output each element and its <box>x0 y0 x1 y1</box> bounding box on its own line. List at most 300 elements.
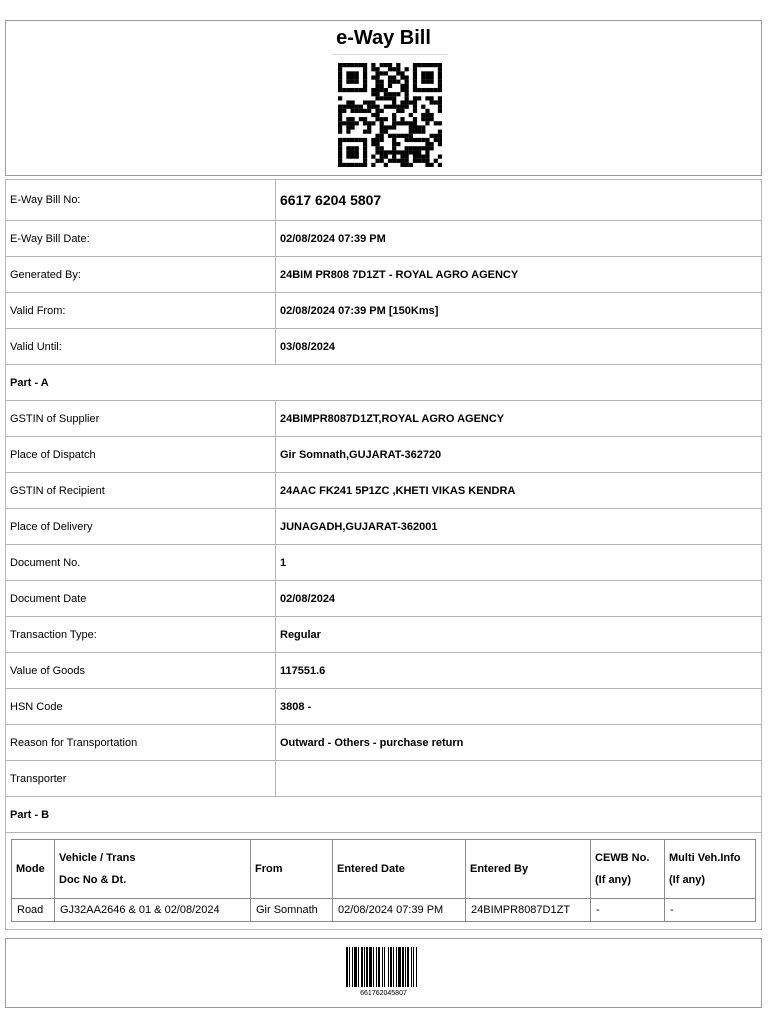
table-row <box>6 725 762 761</box>
qr-module <box>363 88 367 92</box>
qr-module <box>400 121 404 125</box>
footer-section <box>5 938 762 1008</box>
qr-module <box>363 138 367 142</box>
row-label: Document Date <box>6 581 276 617</box>
vehicle-cell-vehicle: GJ32AA2646 & 01 & 02/08/2024 <box>55 899 251 922</box>
column-header-line: Doc No & Dt. <box>59 874 127 886</box>
qr-module <box>421 71 425 75</box>
qr-module <box>421 113 425 117</box>
qr-module <box>392 96 396 100</box>
qr-module <box>350 146 354 150</box>
qr-module <box>338 146 342 150</box>
qr-module <box>438 100 442 104</box>
qr-module <box>434 134 438 138</box>
qr-module <box>375 113 379 117</box>
row-value: 1 <box>276 545 762 581</box>
qr-module <box>438 75 442 79</box>
qr-module <box>405 80 409 84</box>
qr-module <box>380 109 384 113</box>
qr-module <box>425 88 429 92</box>
qr-module <box>359 88 363 92</box>
qr-module <box>363 67 367 71</box>
qr-module <box>346 88 350 92</box>
qr-module <box>388 75 392 79</box>
qr-module <box>438 105 442 109</box>
qr-module <box>413 75 417 79</box>
qr-module <box>350 75 354 79</box>
qr-module <box>413 105 417 109</box>
qr-module <box>421 125 425 129</box>
qr-module <box>434 63 438 67</box>
qr-module <box>375 138 379 142</box>
qr-code-icon <box>338 63 442 167</box>
qr-module <box>438 134 442 138</box>
qr-module <box>388 105 392 109</box>
qr-module <box>405 67 409 71</box>
qr-module <box>355 109 359 113</box>
qr-module <box>400 163 404 167</box>
qr-module <box>396 67 400 71</box>
row-label: Document No. <box>6 545 276 581</box>
qr-module <box>346 125 350 129</box>
qr-module <box>342 163 346 167</box>
qr-module <box>409 130 413 134</box>
qr-module <box>359 109 363 113</box>
qr-module <box>430 134 434 138</box>
qr-module <box>346 121 350 125</box>
qr-module <box>384 125 388 129</box>
qr-module <box>425 80 429 84</box>
qr-module <box>421 155 425 159</box>
barcode-bar <box>349 947 350 987</box>
qr-module <box>400 150 404 154</box>
row-value <box>276 761 762 797</box>
row-label: Generated By: <box>6 257 276 293</box>
qr-module <box>380 134 384 138</box>
qr-module <box>413 67 417 71</box>
qr-module <box>392 146 396 150</box>
qr-module <box>421 75 425 79</box>
qr-module <box>430 88 434 92</box>
qr-module <box>380 84 384 88</box>
qr-module <box>392 67 396 71</box>
qr-module <box>405 155 409 159</box>
vehicle-cell-mode: Road <box>12 899 55 922</box>
qr-module <box>396 142 400 146</box>
row-value: Gir Somnath,GUJARAT-362720 <box>276 437 762 473</box>
qr-module <box>405 146 409 150</box>
qr-module <box>346 146 350 150</box>
qr-module <box>355 155 359 159</box>
qr-module <box>400 88 404 92</box>
barcode-bar <box>364 947 365 987</box>
qr-module <box>413 88 417 92</box>
barcode-bar <box>396 947 397 987</box>
row-value: 3808 - <box>276 689 762 725</box>
row-label: Valid From: <box>6 293 276 329</box>
qr-module <box>375 117 379 121</box>
table-row <box>6 581 762 617</box>
qr-module <box>363 100 367 104</box>
qr-module <box>409 146 413 150</box>
header-section <box>5 20 762 176</box>
qr-module <box>375 67 379 71</box>
qr-module <box>380 88 384 92</box>
qr-module <box>363 80 367 84</box>
qr-module <box>405 84 409 88</box>
qr-module <box>430 113 434 117</box>
column-header-entered-date <box>333 840 466 899</box>
qr-module <box>375 80 379 84</box>
qr-module <box>363 142 367 146</box>
qr-module <box>384 117 388 121</box>
qr-module <box>346 150 350 154</box>
qr-module <box>438 80 442 84</box>
qr-module <box>375 75 379 79</box>
qr-module <box>380 159 384 163</box>
qr-module <box>355 138 359 142</box>
qr-module <box>375 134 379 138</box>
column-header-line: Vehicle / Trans <box>59 852 136 864</box>
qr-module <box>438 63 442 67</box>
qr-module <box>409 125 413 129</box>
qr-module <box>425 96 429 100</box>
table-row <box>6 545 762 581</box>
qr-module <box>338 63 342 67</box>
qr-module <box>396 150 400 154</box>
qr-module <box>380 96 384 100</box>
qr-module <box>417 150 421 154</box>
qr-module <box>346 130 350 134</box>
qr-module <box>338 71 342 75</box>
qr-module <box>425 113 429 117</box>
qr-module <box>425 150 429 154</box>
barcode-bar <box>416 947 417 987</box>
vehicle-cell-multi-veh: - <box>665 899 756 922</box>
barcode-bar <box>388 947 389 987</box>
vehicle-row <box>12 899 756 922</box>
qr-module <box>380 125 384 129</box>
qr-module <box>417 88 421 92</box>
vehicle-cell-entered-date: 02/08/2024 07:39 PM <box>333 899 466 922</box>
qr-module <box>338 113 342 117</box>
table-row <box>6 293 762 329</box>
qr-module <box>388 80 392 84</box>
barcode-bar <box>369 947 372 987</box>
qr-module <box>371 88 375 92</box>
table-row <box>6 473 762 509</box>
title-divider <box>331 54 448 55</box>
column-header-vehicle <box>55 840 251 899</box>
barcode-bar <box>376 947 377 987</box>
part-b-heading: Part - B <box>6 797 762 833</box>
qr-module <box>434 159 438 163</box>
table-row <box>6 689 762 725</box>
qr-module <box>371 155 375 159</box>
qr-module <box>413 117 417 121</box>
qr-module <box>425 117 429 121</box>
qr-module <box>392 75 396 79</box>
qr-module <box>392 134 396 138</box>
qr-module <box>396 159 400 163</box>
qr-module <box>384 96 388 100</box>
qr-module <box>388 96 392 100</box>
qr-module <box>430 117 434 121</box>
column-header-entered-by <box>466 840 591 899</box>
row-label: Transaction Type: <box>6 617 276 653</box>
qr-module <box>367 130 371 134</box>
qr-module <box>342 109 346 113</box>
qr-module <box>400 71 404 75</box>
qr-module <box>413 100 417 104</box>
qr-module <box>400 105 404 109</box>
qr-module <box>409 113 413 117</box>
row-value: 02/08/2024 07:39 PM [150Kms] <box>276 293 762 329</box>
qr-module <box>438 138 442 142</box>
qr-module <box>388 67 392 71</box>
qr-module <box>388 159 392 163</box>
qr-module <box>392 159 396 163</box>
qr-module <box>425 163 429 167</box>
qr-module <box>430 75 434 79</box>
qr-module <box>392 105 396 109</box>
qr-module <box>363 75 367 79</box>
qr-module <box>425 63 429 67</box>
qr-module <box>421 63 425 67</box>
qr-module <box>363 146 367 150</box>
qr-module <box>425 121 429 125</box>
qr-module <box>346 80 350 84</box>
qr-module <box>346 138 350 142</box>
barcode-bar <box>407 947 409 987</box>
qr-module <box>350 80 354 84</box>
qr-module <box>355 88 359 92</box>
qr-module <box>425 75 429 79</box>
part-a-heading-row <box>6 365 762 401</box>
column-header-multi-veh <box>665 840 756 899</box>
column-header-line: Multi Veh.Info <box>669 852 741 864</box>
qr-module <box>384 155 388 159</box>
row-value: Outward - Others - purchase return <box>276 725 762 761</box>
qr-module <box>359 63 363 67</box>
qr-module <box>421 138 425 142</box>
row-label: GSTIN of Recipient <box>6 473 276 509</box>
qr-module <box>384 105 388 109</box>
barcode-bar <box>384 947 385 987</box>
qr-module <box>359 105 363 109</box>
qr-module <box>350 109 354 113</box>
qr-module <box>350 125 354 129</box>
table-row <box>6 617 762 653</box>
qr-module <box>392 125 396 129</box>
qr-module <box>417 159 421 163</box>
qr-module <box>338 80 342 84</box>
qr-module <box>400 84 404 88</box>
qr-module <box>430 63 434 67</box>
qr-module <box>413 71 417 75</box>
qr-module <box>338 155 342 159</box>
qr-module <box>396 109 400 113</box>
row-value: Regular <box>276 617 762 653</box>
qr-module <box>380 121 384 125</box>
barcode-bar <box>346 947 348 987</box>
qr-module <box>392 142 396 146</box>
row-value: 6617 6204 5807 <box>276 180 762 221</box>
qr-module <box>350 117 354 121</box>
qr-module <box>421 146 425 150</box>
qr-module <box>392 92 396 96</box>
qr-module <box>421 80 425 84</box>
qr-module <box>355 146 359 150</box>
qr-module <box>384 92 388 96</box>
row-label: E-Way Bill Date: <box>6 221 276 257</box>
qr-module <box>371 138 375 142</box>
vehicle-table-cell <box>6 833 762 930</box>
vehicle-cell-entered-by: 24BIMPR8087D1ZT <box>466 899 591 922</box>
qr-module <box>346 163 350 167</box>
qr-module <box>363 155 367 159</box>
qr-module <box>363 150 367 154</box>
qr-module <box>413 96 417 100</box>
qr-module <box>380 155 384 159</box>
qr-module <box>405 96 409 100</box>
qr-module <box>371 100 375 104</box>
barcode-bar <box>373 947 374 987</box>
qr-module <box>392 138 396 142</box>
qr-module <box>380 117 384 121</box>
qr-module <box>367 105 371 109</box>
qr-module <box>355 105 359 109</box>
qr-module <box>417 138 421 142</box>
qr-module <box>438 121 442 125</box>
qr-module <box>430 146 434 150</box>
qr-module <box>384 71 388 75</box>
table-row <box>6 653 762 689</box>
table-row <box>6 401 762 437</box>
barcode-bar <box>413 947 414 987</box>
qr-module <box>363 84 367 88</box>
qr-module <box>367 100 371 104</box>
qr-module <box>346 75 350 79</box>
qr-module <box>350 155 354 159</box>
column-header-line: Entered Date <box>337 863 405 875</box>
qr-module <box>438 96 442 100</box>
qr-module <box>421 117 425 121</box>
qr-module <box>375 84 379 88</box>
table-row <box>6 509 762 545</box>
qr-module <box>425 138 429 142</box>
qr-module <box>392 113 396 117</box>
qr-module <box>405 88 409 92</box>
qr-module <box>409 100 413 104</box>
qr-module <box>338 138 342 142</box>
qr-module <box>355 163 359 167</box>
column-header-line: CEWB No. <box>595 852 650 864</box>
qr-module <box>363 121 367 125</box>
qr-module <box>338 105 342 109</box>
qr-module <box>396 134 400 138</box>
qr-module <box>421 159 425 163</box>
qr-module <box>342 105 346 109</box>
qr-module <box>363 159 367 163</box>
qr-module <box>405 150 409 154</box>
row-value: 24BIM PR808 7D1ZT - ROYAL AGRO AGENCY <box>276 257 762 293</box>
qr-module <box>438 84 442 88</box>
vehicle-table-header <box>12 840 756 899</box>
document-title: e-Way Bill <box>336 27 431 49</box>
qr-module <box>346 71 350 75</box>
qr-module <box>346 100 350 104</box>
qr-module <box>371 163 375 167</box>
qr-module <box>388 150 392 154</box>
barcode-bar <box>411 947 412 987</box>
qr-module <box>371 67 375 71</box>
qr-module <box>392 121 396 125</box>
qr-module <box>384 88 388 92</box>
row-label: Value of Goods <box>6 653 276 689</box>
qr-module <box>417 63 421 67</box>
table-row <box>6 257 762 293</box>
qr-module <box>400 117 404 121</box>
qr-module <box>371 63 375 67</box>
qr-module <box>434 138 438 142</box>
qr-module <box>338 84 342 88</box>
qr-module <box>375 88 379 92</box>
barcode-bar <box>393 947 394 987</box>
qr-module <box>392 100 396 104</box>
qr-module <box>405 92 409 96</box>
qr-module <box>430 142 434 146</box>
qr-module <box>346 117 350 121</box>
part-a-heading: Part - A <box>6 365 762 401</box>
qr-module <box>413 109 417 113</box>
qr-module <box>417 146 421 150</box>
qr-module <box>400 134 404 138</box>
qr-module <box>363 130 367 134</box>
qr-module <box>380 130 384 134</box>
eway-bill-table <box>5 179 762 930</box>
qr-module <box>375 146 379 150</box>
qr-module <box>421 130 425 134</box>
qr-module <box>421 105 425 109</box>
qr-module <box>367 109 371 113</box>
qr-module <box>413 121 417 125</box>
qr-module <box>342 121 346 125</box>
column-header-line: Mode <box>16 863 45 875</box>
qr-module <box>438 130 442 134</box>
qr-module <box>338 121 342 125</box>
vehicle-table-row <box>6 833 762 930</box>
qr-module <box>392 117 396 121</box>
qr-module <box>425 146 429 150</box>
qr-module <box>438 88 442 92</box>
qr-module <box>396 92 400 96</box>
qr-module <box>355 150 359 154</box>
qr-module <box>392 80 396 84</box>
qr-module <box>438 109 442 113</box>
qr-module <box>346 63 350 67</box>
barcode-bar <box>402 947 404 987</box>
qr-module <box>375 159 379 163</box>
row-value: 24BIMPR8087D1ZT,ROYAL AGRO AGENCY <box>276 401 762 437</box>
qr-module <box>350 105 354 109</box>
barcode-bar <box>378 947 380 987</box>
column-header-cewb <box>591 840 665 899</box>
part-b-heading-row <box>6 797 762 833</box>
qr-module <box>363 117 367 121</box>
qr-module <box>355 75 359 79</box>
qr-module <box>380 138 384 142</box>
